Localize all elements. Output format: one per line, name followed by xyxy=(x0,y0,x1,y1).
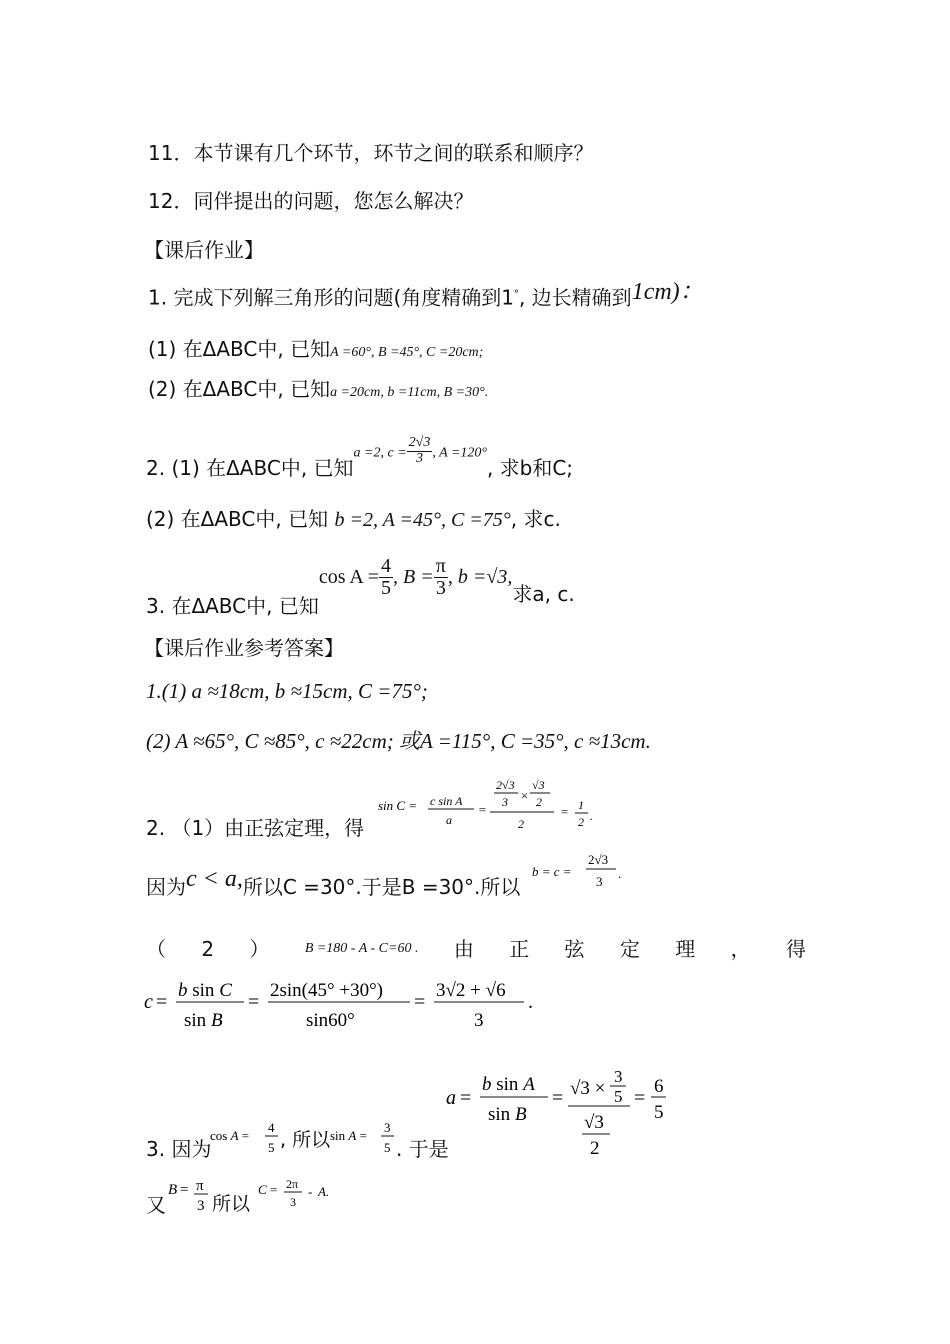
svg-text:=: = xyxy=(552,1087,564,1109)
svg-text:6: 6 xyxy=(654,1076,664,1097)
problem-1-part-2-given: a =20cm, b =11cm, B =30°. xyxy=(330,385,489,400)
svg-text:=: = xyxy=(270,1182,278,1197)
answer-3-label: 3. 因为 xyxy=(146,1137,212,1161)
problem-1-intro-text-a: 1. 完成下列解三角形的问题(角度精确到1 xyxy=(148,285,514,310)
answer-2-part-1-line2-b: 所以C =30°.于是B =30°.所以 xyxy=(242,875,521,899)
problem-1-part-2-label: (2) 在ΔABC中, 已知 xyxy=(148,377,331,401)
answer-3-formula xyxy=(446,1066,686,1170)
svg-text:3: 3 xyxy=(197,1198,205,1214)
problem-1-intro-text-b: , 边长精确到 xyxy=(518,285,632,310)
svg-text:3: 3 xyxy=(474,1010,484,1031)
answer-3-line2-a: 又 xyxy=(146,1193,166,1217)
answer-2-part-2-formula xyxy=(144,974,544,1042)
svg-text:b = c =: b = c = xyxy=(532,864,572,879)
problem-3-cos: cos A = xyxy=(318,566,380,588)
svg-text:1: 1 xyxy=(578,798,584,812)
svg-text:5: 5 xyxy=(268,1140,275,1155)
problem-3-ask: 求a, c. xyxy=(512,582,575,606)
answer-3-line1 xyxy=(146,1136,211,1162)
answer-2-part-2-word: 弦 xyxy=(564,937,585,961)
fraction-numerator: 4 xyxy=(381,555,392,577)
problem-1-part-1-label: (1) 在ΔABC中, 已知 xyxy=(148,337,331,361)
answers-heading: 【课后作业参考答案】 xyxy=(144,636,344,660)
answer-2-part-2-num: 2 xyxy=(201,937,215,961)
degree-mark: ° xyxy=(513,289,519,300)
problem-3 xyxy=(146,555,575,618)
svg-text:5: 5 xyxy=(384,1140,391,1155)
svg-text:2: 2 xyxy=(590,1138,600,1159)
problem-2-part-2-label: (2) 在ΔABC中, 已知 xyxy=(146,507,329,531)
answer-2-part-2-word: 定 xyxy=(619,937,640,961)
svg-text:, 所以: , 所以 xyxy=(280,1129,331,1151)
problem-1-intro xyxy=(148,278,704,311)
problem-2-part-2-ask: , 求c. xyxy=(510,507,561,531)
svg-text:c: c xyxy=(144,991,153,1013)
svg-text:2√3: 2√3 xyxy=(588,852,609,867)
problem-1-part-2 xyxy=(148,376,488,406)
fraction-numerator: 2√3 xyxy=(408,435,431,450)
svg-text:.: . xyxy=(618,866,622,881)
svg-text:3√2 + √6: 3√2 + √6 xyxy=(436,980,506,1001)
svg-text:√3 ×: √3 × xyxy=(570,1078,606,1099)
svg-text:2: 2 xyxy=(578,815,584,829)
answer-2-part-2-word: ， xyxy=(730,937,751,961)
svg-text:sin B: sin B xyxy=(184,1010,223,1031)
svg-text:所以: 所以 xyxy=(212,1193,251,1215)
c-sine-rule-formula xyxy=(144,974,544,1038)
svg-text:=: = xyxy=(634,1087,646,1109)
svg-text:B: B xyxy=(168,1182,178,1198)
problem-3-end: , b =√3, xyxy=(447,566,513,588)
svg-text:=: = xyxy=(414,991,426,1013)
homework-heading: 【课后作业】 xyxy=(144,238,264,262)
answer-2-part-2-word: 理 xyxy=(675,937,696,961)
answer-1-part-2: (2) A ≈65°, C ≈85°, c ≈22cm; 或A =115°, C =35°, c ≈13cm. xyxy=(146,729,651,753)
answer-2-part-2-close: ） xyxy=(249,937,270,961)
svg-text:b sin C: b sin C xyxy=(178,980,232,1001)
answer-3-line2-formula xyxy=(166,1172,356,1224)
problem-2-part-1-ask: , 求b和C; xyxy=(486,455,574,480)
problem-3-mid: , B = xyxy=(393,566,434,588)
problem-2-part-1-label: 2. (1) 在ΔABC中, 已知 xyxy=(146,455,354,480)
fraction-pi-over-3 xyxy=(434,556,448,599)
answer-2-part-2-word: 得 xyxy=(785,937,806,961)
answer-2-part-1-condition: c < a, xyxy=(186,866,243,892)
svg-text:=: = xyxy=(156,991,168,1013)
question-11: 11．本节课有几个环节，环节之间的联系和顺序？ xyxy=(148,141,594,165)
problem-2-part-2 xyxy=(146,506,561,533)
problem-1-part-1 xyxy=(148,336,483,366)
b-equals-c-formula xyxy=(532,848,642,894)
fraction-denominator: 3 xyxy=(416,450,423,466)
answer-2-part-1 xyxy=(146,815,364,841)
svg-text:A.: A. xyxy=(318,1184,330,1199)
svg-text:3: 3 xyxy=(384,1120,391,1135)
svg-text:2√3: 2√3 xyxy=(496,778,515,792)
answer-2-part-2-word: 正 xyxy=(509,937,530,961)
svg-text:2: 2 xyxy=(518,817,524,831)
svg-text:sin60°: sin60° xyxy=(306,1010,355,1031)
answer-2-part-2-line1 xyxy=(146,936,806,962)
svg-text:.: . xyxy=(528,991,533,1013)
svg-text:2sin(45° +30°): 2sin(45° +30°) xyxy=(270,980,383,1001)
answer-2-part-1-line2 xyxy=(146,866,521,900)
b-pi-over-3-formula xyxy=(166,1172,356,1220)
svg-text:-: - xyxy=(308,1184,313,1199)
svg-text:=: = xyxy=(460,1087,472,1109)
answer-1-part-1: 1.(1) a ≈18cm, b ≈15cm, C =75°; xyxy=(146,679,428,703)
svg-text:sin C =: sin C = xyxy=(378,798,418,813)
fraction-denominator: 5 xyxy=(381,577,392,599)
svg-text:=: = xyxy=(478,802,487,817)
answer-3-then: . 于是 xyxy=(396,1137,449,1161)
answer-2-part-2-eq: B =180 - A - C=60 . xyxy=(304,941,419,956)
svg-text:3: 3 xyxy=(614,1067,623,1086)
a-sine-rule-formula xyxy=(446,1066,686,1166)
answer-2-part-1-b-equals-c xyxy=(532,848,642,898)
question-12: 12．同伴提出的问题，您怎么解决？ xyxy=(148,189,474,213)
svg-text:2: 2 xyxy=(536,795,542,809)
svg-text:a: a xyxy=(446,813,452,827)
svg-text:=: = xyxy=(248,991,260,1013)
svg-text:sin A =: sin A = xyxy=(330,1128,367,1143)
problem-2-part-1-given-a: a =2, c = xyxy=(353,445,407,461)
answer-2-part-1-line2-a: 因为 xyxy=(146,875,186,899)
svg-text:π: π xyxy=(196,1178,204,1194)
svg-text:√3: √3 xyxy=(532,778,545,792)
svg-text:a: a xyxy=(446,1087,456,1109)
svg-text:=: = xyxy=(560,804,569,819)
svg-text:c sin A: c sin A xyxy=(430,794,463,808)
problem-3-label: 3. 在ΔABC中, 已知 xyxy=(146,594,319,618)
svg-text:×: × xyxy=(520,788,529,803)
problem-2-part-1 xyxy=(146,435,574,480)
svg-text:b sin A: b sin A xyxy=(482,1074,535,1095)
svg-text:3: 3 xyxy=(290,1195,296,1209)
answer-2-part-2-open: （ xyxy=(146,937,166,961)
svg-text:=: = xyxy=(180,1182,189,1198)
svg-text:cos A =: cos A = xyxy=(210,1128,250,1143)
svg-text:5: 5 xyxy=(654,1102,664,1123)
problem-1-part-1-given: A =60°, B =45°, C =20cm; xyxy=(330,345,484,360)
answer-2-part-1-label: 2. （1）由正弦定理，得 xyxy=(146,816,365,840)
fraction-2root3-over-3 xyxy=(407,436,433,466)
svg-text:√3: √3 xyxy=(584,1112,604,1133)
problem-2-part-2-given: b =2, A =45°, C =75° xyxy=(334,509,511,531)
answer-2-part-1-formula xyxy=(378,776,628,842)
svg-text:4: 4 xyxy=(268,1120,275,1135)
svg-text:C: C xyxy=(258,1182,267,1197)
fraction-4-over-5 xyxy=(379,556,393,599)
answer-2-part-2-word: 由 xyxy=(453,937,474,961)
svg-text:3: 3 xyxy=(596,874,603,889)
problem-2-part-1-given-b: , A =120° xyxy=(432,445,487,461)
svg-text:.: . xyxy=(590,809,593,823)
fraction-numerator: π xyxy=(435,555,446,577)
sine-rule-formula xyxy=(378,776,628,838)
problem-1-intro-text-c: 1cm)： xyxy=(631,278,704,305)
svg-text:5: 5 xyxy=(614,1087,623,1106)
svg-text:3: 3 xyxy=(502,795,508,809)
svg-text:sin B: sin B xyxy=(488,1104,527,1125)
svg-text:2π: 2π xyxy=(286,1177,299,1191)
answer-3-line2 xyxy=(146,1192,166,1218)
fraction-denominator: 3 xyxy=(435,577,446,599)
